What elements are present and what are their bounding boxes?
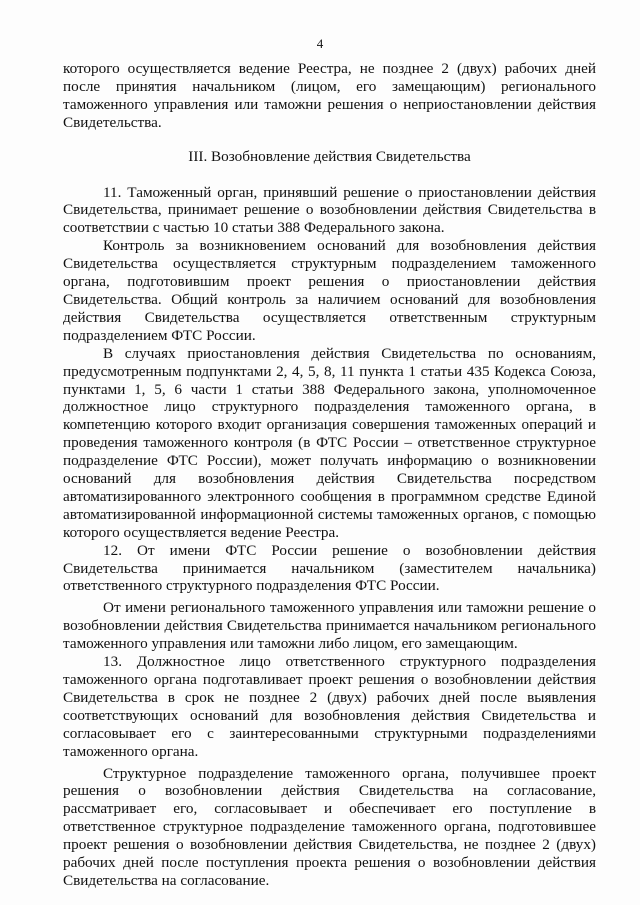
document-body	[63, 60, 596, 890]
paragraph-control: Контроль за возникновением оснований для возобновления действия Свидетельства осуществляется структурным подразделением таможенного органа, подготовившим проект решения о приостановлении действия Свидетельства. Общий контроль за наличием оснований для возобновления действия Свидетельства осуществляется ответственным структурным подразделением ФТС России.	[63, 237, 596, 344]
paragraph-structural-unit: Структурное подразделение таможенного органа, получившее проект решения о возобновлении действия Свидетельства на согласование, рассматривает его, согласовывает и обеспечивает его поступление в ответственное структурное подразделение таможенного органа, подготовившее проект решения о возобновлении действия Свидетельства, не позднее 2 (двух) рабочих дней после поступления проекта решения о возобновлении действия Свидетельства на согласование.	[63, 764, 596, 889]
paragraph-regional: От имени регионального таможенного управления или таможни решение о возобновлении действия Свидетельства принимается начальником регионального таможенного управления или таможни либо лицом, его замещающим.	[63, 599, 596, 653]
paragraph-cases: В случаях приостановления действия Свидетельства по основаниям, предусмотренным подпунктами 2, 4, 5, 8, 11 пункта 1 статьи 435 Кодекса Союза, пунктами 1, 5, 6 части 1 статьи 388 Федерального закона, уполномоченное должностное лицо структурного подразделения таможенного органа, в компетенцию которого входит организация совершения таможенных операций и проведения таможенного контроля (в ФТС России – ответственное структурное подразделение ФТС России), может получать информацию о возникновении оснований для возобновления действия Свидетельства посредством автоматизированного электронного сообщения в программном средстве Единой автоматизированной информационной системы таможенных органов, с помощью которого осуществляется ведение Реестра.	[63, 344, 596, 541]
paragraph-item-13: 13. Должностное лицо ответственного структурного подразделения таможенного органа подготавливает проект решения о возобновлении действия Свидетельства в срок не позднее 2 (двух) рабочих дней после выявления соответствующих оснований для возобновления действия Свидетельства и согласовывает его с заинтересованными структурными подразделениями таможенного органа.	[63, 653, 596, 760]
section-heading: III. Возобновление действия Свидетельства	[188, 147, 471, 165]
paragraph-item-11: 11. Таможенный орган, принявший решение о приостановлении действия Свидетельства, принимает решение о возобновлении действия Свидетельства в соответствии с частью 10 статьи 388 Федерального закона.	[63, 183, 596, 237]
page-number: 4	[316, 36, 324, 51]
paragraph-continuation: которого осуществляется ведение Реестра, не позднее 2 (двух) рабочих дней после принятия начальником (лицом, его замещающим) регионального таможенного управления или таможни решения о неприостановлении действия Свидетельства.	[63, 60, 596, 131]
paragraph-item-12: 12. От имени ФТС России решение о возобновлении действия Свидетельства принимается начальником (заместителем начальника) ответственного структурного подразделения ФТС России.	[63, 541, 596, 595]
